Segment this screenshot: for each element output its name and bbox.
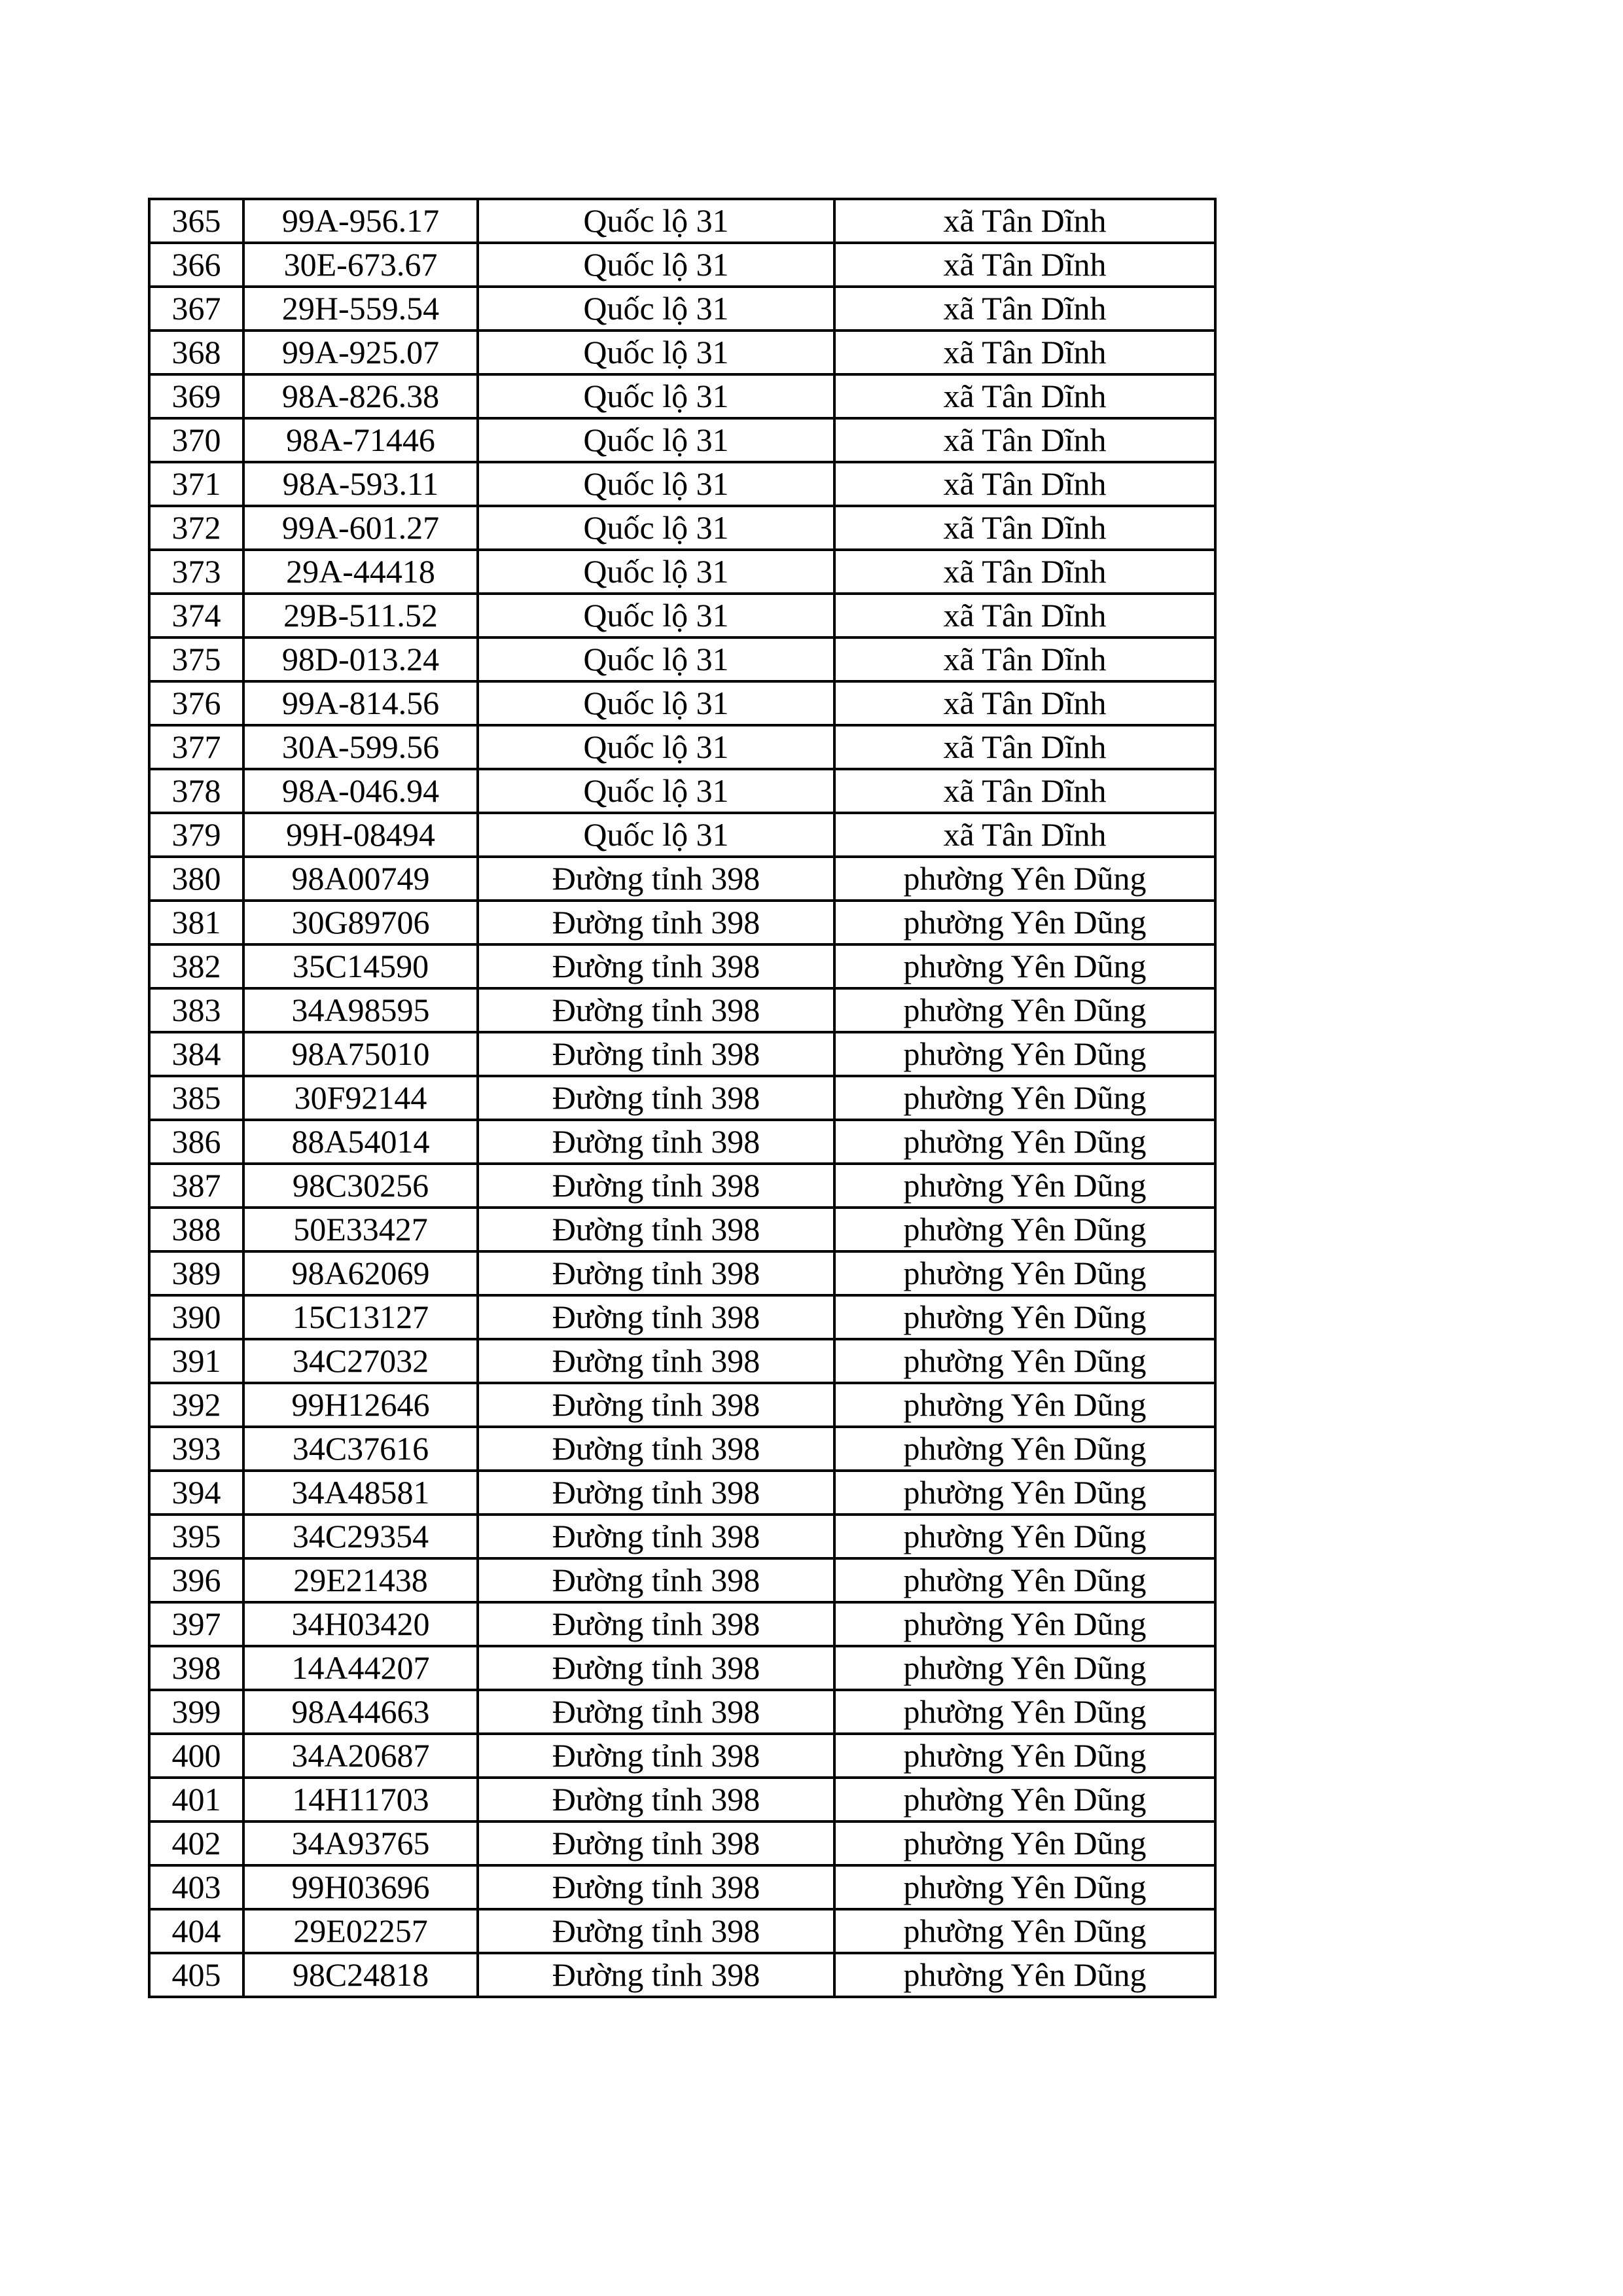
location-cell: xã Tân Dĩnh [834,374,1215,418]
location-cell: xã Tân Dĩnh [834,637,1215,681]
license-plate-cell: 34C27032 [243,1339,478,1383]
road-name-cell: Đường tỉnh 398 [478,944,834,988]
row-number-cell: 383 [149,988,243,1032]
license-plate-cell: 14A44207 [243,1646,478,1690]
row-number-cell: 399 [149,1690,243,1734]
location-cell: xã Tân Dĩnh [834,199,1215,243]
road-name-cell: Đường tỉnh 398 [478,1120,834,1164]
table-row [149,418,1215,462]
road-name-cell: Quốc lộ 31 [478,769,834,813]
license-plate-cell: 99A-925.07 [243,331,478,374]
road-name-cell: Đường tỉnh 398 [478,1076,834,1120]
row-number-cell: 382 [149,944,243,988]
license-plate-cell: 34A20687 [243,1734,478,1778]
row-number-cell: 389 [149,1251,243,1295]
table-row [149,1164,1215,1208]
row-number-cell: 392 [149,1383,243,1427]
road-name-cell: Quốc lộ 31 [478,462,834,506]
location-cell: xã Tân Dĩnh [834,681,1215,725]
table-row [149,1471,1215,1515]
road-name-cell: Đường tỉnh 398 [478,1515,834,1558]
license-plate-cell: 98A-71446 [243,418,478,462]
license-plate-cell: 29A-44418 [243,550,478,594]
location-cell: xã Tân Dĩnh [834,594,1215,637]
location-cell: xã Tân Dĩnh [834,331,1215,374]
location-cell: phường Yên Dũng [834,1821,1215,1865]
road-name-cell: Quốc lộ 31 [478,550,834,594]
table-row [149,1865,1215,1909]
table-row [149,331,1215,374]
table-row [149,988,1215,1032]
road-name-cell: Quốc lộ 31 [478,374,834,418]
license-plate-cell: 30G89706 [243,901,478,944]
location-cell: xã Tân Dĩnh [834,243,1215,287]
row-number-cell: 395 [149,1515,243,1558]
location-cell: xã Tân Dĩnh [834,418,1215,462]
license-plate-cell: 99A-601.27 [243,506,478,550]
license-plate-cell: 29H-559.54 [243,287,478,331]
row-number-cell: 387 [149,1164,243,1208]
license-plate-cell: 88A54014 [243,1120,478,1164]
road-name-cell: Đường tỉnh 398 [478,1821,834,1865]
license-plate-cell: 99A-956.17 [243,199,478,243]
table-row [149,1558,1215,1602]
location-cell: phường Yên Dũng [834,1339,1215,1383]
road-name-cell: Đường tỉnh 398 [478,1251,834,1295]
license-plate-cell: 34C29354 [243,1515,478,1558]
row-number-cell: 394 [149,1471,243,1515]
location-cell: xã Tân Dĩnh [834,725,1215,769]
row-number-cell: 381 [149,901,243,944]
row-number-cell: 390 [149,1295,243,1339]
license-plate-cell: 98A44663 [243,1690,478,1734]
location-cell: phường Yên Dũng [834,1646,1215,1690]
license-plate-cell: 98A-046.94 [243,769,478,813]
table-row [149,1778,1215,1821]
location-cell: phường Yên Dũng [834,1515,1215,1558]
road-name-cell: Đường tỉnh 398 [478,1690,834,1734]
row-number-cell: 369 [149,374,243,418]
table-row [149,944,1215,988]
license-plate-cell: 98A-593.11 [243,462,478,506]
table-row [149,199,1215,243]
row-number-cell: 365 [149,199,243,243]
vehicle-violation-table [148,198,1217,1998]
license-plate-cell: 34C37616 [243,1427,478,1471]
table-row [149,681,1215,725]
table-row [149,1515,1215,1558]
location-cell: xã Tân Dĩnh [834,462,1215,506]
road-name-cell: Đường tỉnh 398 [478,1558,834,1602]
location-cell: phường Yên Dũng [834,1164,1215,1208]
location-cell: phường Yên Dũng [834,944,1215,988]
road-name-cell: Đường tỉnh 398 [478,988,834,1032]
location-cell: phường Yên Dũng [834,1383,1215,1427]
location-cell: phường Yên Dũng [834,1251,1215,1295]
location-cell: phường Yên Dũng [834,1690,1215,1734]
table-row [149,1295,1215,1339]
row-number-cell: 366 [149,243,243,287]
row-number-cell: 379 [149,813,243,857]
row-number-cell: 372 [149,506,243,550]
row-number-cell: 375 [149,637,243,681]
row-number-cell: 400 [149,1734,243,1778]
license-plate-cell: 98A62069 [243,1251,478,1295]
table-row [149,769,1215,813]
road-name-cell: Quốc lộ 31 [478,594,834,637]
license-plate-cell: 30E-673.67 [243,243,478,287]
location-cell: phường Yên Dũng [834,1778,1215,1821]
license-plate-cell: 30F92144 [243,1076,478,1120]
road-name-cell: Đường tỉnh 398 [478,1208,834,1251]
table-row [149,462,1215,506]
road-name-cell: Đường tỉnh 398 [478,1339,834,1383]
road-name-cell: Đường tỉnh 398 [478,857,834,901]
row-number-cell: 371 [149,462,243,506]
location-cell: phường Yên Dũng [834,1032,1215,1076]
location-cell: phường Yên Dũng [834,1953,1215,1997]
location-cell: phường Yên Dũng [834,1558,1215,1602]
table-row [149,1251,1215,1295]
location-cell: xã Tân Dĩnh [834,813,1215,857]
table-row [149,374,1215,418]
row-number-cell: 404 [149,1909,243,1953]
table-row [149,1734,1215,1778]
road-name-cell: Đường tỉnh 398 [478,901,834,944]
table-row [149,725,1215,769]
row-number-cell: 396 [149,1558,243,1602]
location-cell: phường Yên Dũng [834,1208,1215,1251]
location-cell: phường Yên Dũng [834,857,1215,901]
license-plate-cell: 98C30256 [243,1164,478,1208]
table-row [149,594,1215,637]
table-row [149,1076,1215,1120]
row-number-cell: 401 [149,1778,243,1821]
row-number-cell: 398 [149,1646,243,1690]
location-cell: phường Yên Dũng [834,1602,1215,1646]
road-name-cell: Quốc lộ 31 [478,243,834,287]
row-number-cell: 405 [149,1953,243,1997]
license-plate-cell: 35C14590 [243,944,478,988]
road-name-cell: Đường tỉnh 398 [478,1164,834,1208]
row-number-cell: 388 [149,1208,243,1251]
row-number-cell: 373 [149,550,243,594]
location-cell: xã Tân Dĩnh [834,506,1215,550]
license-plate-cell: 99A-814.56 [243,681,478,725]
table-row [149,1953,1215,1997]
table-row [149,1602,1215,1646]
location-cell: phường Yên Dũng [834,1909,1215,1953]
table-row [149,1208,1215,1251]
table-row [149,243,1215,287]
row-number-cell: 380 [149,857,243,901]
table-row [149,901,1215,944]
location-cell: xã Tân Dĩnh [834,550,1215,594]
location-cell: phường Yên Dũng [834,1471,1215,1515]
road-name-cell: Đường tỉnh 398 [478,1646,834,1690]
road-name-cell: Đường tỉnh 398 [478,1865,834,1909]
road-name-cell: Quốc lộ 31 [478,331,834,374]
table-row [149,1690,1215,1734]
license-plate-cell: 99H03696 [243,1865,478,1909]
location-cell: xã Tân Dĩnh [834,769,1215,813]
table-row [149,637,1215,681]
table-row [149,287,1215,331]
license-plate-cell: 30A-599.56 [243,725,478,769]
row-number-cell: 386 [149,1120,243,1164]
row-number-cell: 374 [149,594,243,637]
table-row [149,506,1215,550]
row-number-cell: 370 [149,418,243,462]
table-row [149,550,1215,594]
table-row [149,1120,1215,1164]
road-name-cell: Đường tỉnh 398 [478,1909,834,1953]
license-plate-cell: 98A-826.38 [243,374,478,418]
license-plate-cell: 50E33427 [243,1208,478,1251]
table-row [149,1032,1215,1076]
road-name-cell: Đường tỉnh 398 [478,1427,834,1471]
row-number-cell: 368 [149,331,243,374]
row-number-cell: 402 [149,1821,243,1865]
road-name-cell: Quốc lộ 31 [478,813,834,857]
road-name-cell: Đường tỉnh 398 [478,1953,834,1997]
row-number-cell: 378 [149,769,243,813]
location-cell: phường Yên Dũng [834,1076,1215,1120]
row-number-cell: 403 [149,1865,243,1909]
road-name-cell: Đường tỉnh 398 [478,1295,834,1339]
road-name-cell: Quốc lộ 31 [478,287,834,331]
location-cell: xã Tân Dĩnh [834,287,1215,331]
license-plate-cell: 98D-013.24 [243,637,478,681]
road-name-cell: Quốc lộ 31 [478,725,834,769]
license-plate-cell: 98A75010 [243,1032,478,1076]
row-number-cell: 376 [149,681,243,725]
location-cell: phường Yên Dũng [834,1734,1215,1778]
license-plate-cell: 34A98595 [243,988,478,1032]
row-number-cell: 385 [149,1076,243,1120]
location-cell: phường Yên Dũng [834,988,1215,1032]
road-name-cell: Quốc lộ 31 [478,681,834,725]
table-row [149,857,1215,901]
table-row [149,813,1215,857]
table-row [149,1427,1215,1471]
license-plate-cell: 99H-08494 [243,813,478,857]
location-cell: phường Yên Dũng [834,1427,1215,1471]
row-number-cell: 393 [149,1427,243,1471]
road-name-cell: Quốc lộ 31 [478,506,834,550]
license-plate-cell: 99H12646 [243,1383,478,1427]
license-plate-cell: 15C13127 [243,1295,478,1339]
road-name-cell: Đường tỉnh 398 [478,1602,834,1646]
location-cell: phường Yên Dũng [834,1120,1215,1164]
license-plate-cell: 98A00749 [243,857,478,901]
road-name-cell: Đường tỉnh 398 [478,1032,834,1076]
table-body [149,199,1215,1997]
road-name-cell: Quốc lộ 31 [478,418,834,462]
road-name-cell: Đường tỉnh 398 [478,1383,834,1427]
table-row [149,1339,1215,1383]
license-plate-cell: 29E02257 [243,1909,478,1953]
road-name-cell: Đường tỉnh 398 [478,1734,834,1778]
license-plate-cell: 34H03420 [243,1602,478,1646]
license-plate-cell: 34A93765 [243,1821,478,1865]
row-number-cell: 377 [149,725,243,769]
road-name-cell: Đường tỉnh 398 [478,1778,834,1821]
license-plate-cell: 34A48581 [243,1471,478,1515]
row-number-cell: 384 [149,1032,243,1076]
road-name-cell: Đường tỉnh 398 [478,1471,834,1515]
table-row [149,1821,1215,1865]
license-plate-cell: 14H11703 [243,1778,478,1821]
location-cell: phường Yên Dũng [834,901,1215,944]
table-row [149,1383,1215,1427]
row-number-cell: 367 [149,287,243,331]
table-row [149,1909,1215,1953]
location-cell: phường Yên Dũng [834,1865,1215,1909]
row-number-cell: 397 [149,1602,243,1646]
license-plate-cell: 29E21438 [243,1558,478,1602]
license-plate-cell: 98C24818 [243,1953,478,1997]
location-cell: phường Yên Dũng [834,1295,1215,1339]
table-row [149,1646,1215,1690]
row-number-cell: 391 [149,1339,243,1383]
road-name-cell: Quốc lộ 31 [478,637,834,681]
road-name-cell: Quốc lộ 31 [478,199,834,243]
license-plate-cell: 29B-511.52 [243,594,478,637]
